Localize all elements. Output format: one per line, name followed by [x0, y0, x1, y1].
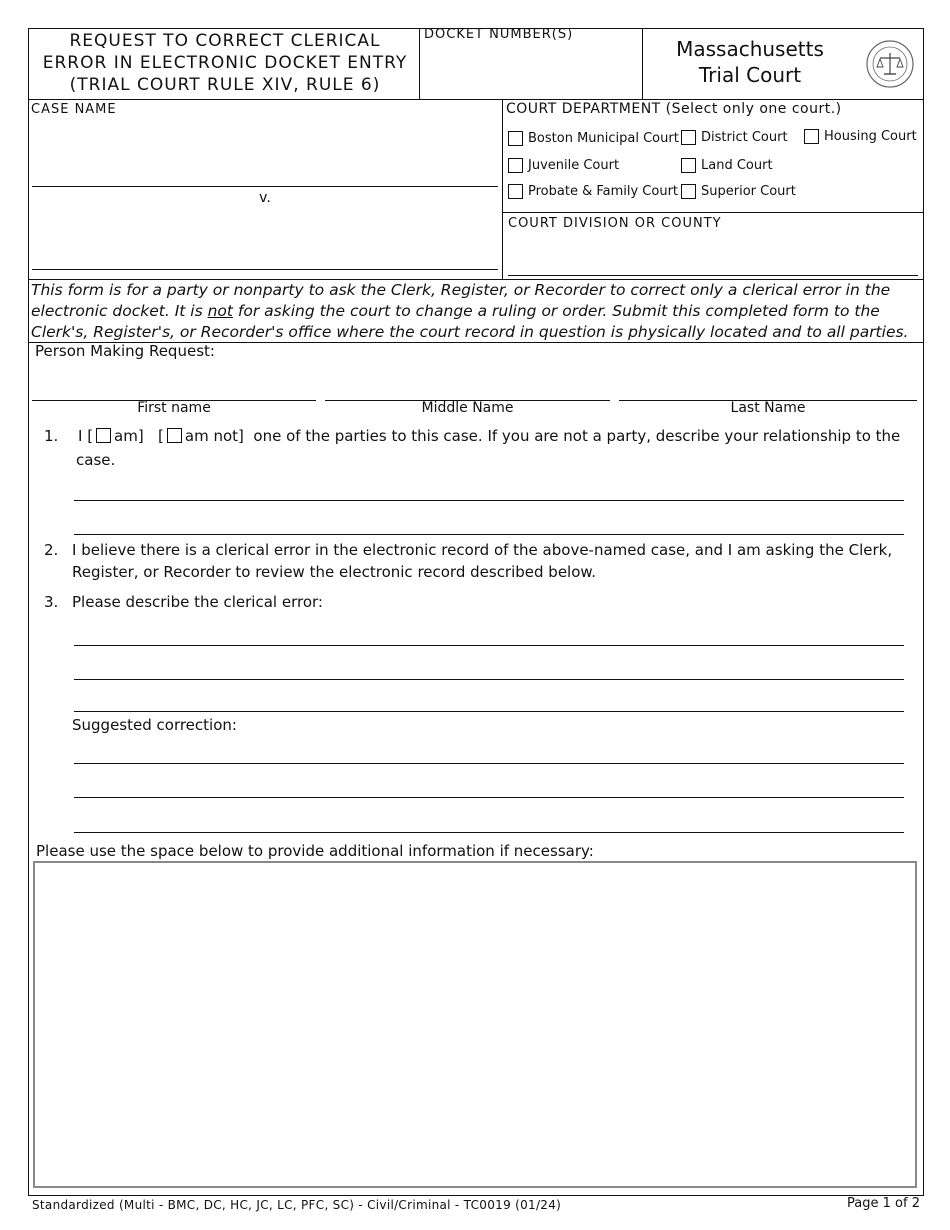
header-divider-2 — [642, 28, 643, 100]
relationship-rule-2 — [74, 534, 904, 535]
title-line-3: (TRIAL COURT RULE XIV, RULE 6) — [69, 75, 381, 95]
frame-right — [923, 28, 924, 1196]
option-superior-court[interactable] — [681, 184, 796, 199]
first-name-field[interactable] — [32, 368, 316, 398]
first-name-caption: First name — [137, 400, 211, 416]
last-name-field[interactable] — [619, 368, 917, 398]
error-rule-1 — [74, 645, 904, 646]
case-name-plaintiff-field[interactable] — [32, 120, 498, 184]
seal-icon — [866, 40, 914, 88]
case-name-defendant-field[interactable] — [32, 210, 498, 266]
error-rule-3 — [74, 711, 904, 712]
suggested-correction-label: Suggested correction: — [72, 716, 237, 734]
checkbox-am[interactable] — [96, 428, 111, 443]
department-division-rule — [502, 212, 924, 213]
item-1-number: 1. — [44, 427, 59, 445]
checkbox-land-court[interactable] — [681, 158, 696, 173]
checkbox-boston-municipal-court[interactable] — [508, 131, 523, 146]
item-1-text — [78, 425, 900, 447]
option-housing-court[interactable] — [804, 129, 917, 144]
checkbox-am-not[interactable] — [167, 428, 182, 443]
middle-name-field[interactable] — [325, 368, 610, 398]
title-line-1: REQUEST TO CORRECT CLERICAL — [69, 31, 381, 51]
item-1-am-not: am not] — [184, 427, 244, 445]
court-department-label: COURT DEPARTMENT (Select only one court.) — [506, 101, 842, 117]
intro-emphasis: not — [207, 302, 233, 320]
frame-bottom — [28, 1195, 924, 1196]
case-court-divider — [502, 99, 503, 279]
checkbox-probate-family-court[interactable] — [508, 184, 523, 199]
court-name — [645, 36, 855, 88]
intro-part-1: This form is for a party or nonparty to ask the Clerk, Register, or Recorder to correct only a clerical error in the electronic docket. It is — [31, 281, 891, 320]
form-title — [30, 30, 420, 96]
correction-rule-1 — [74, 763, 904, 764]
item-3-number: 3. — [44, 593, 59, 611]
option-boston-municipal-court[interactable] — [508, 131, 679, 146]
court-division-label: COURT DIVISION OR COUNTY — [508, 216, 722, 231]
docket-number-field[interactable] — [424, 46, 636, 96]
middle-name-caption: Middle Name — [421, 400, 514, 416]
person-making-request-label: Person Making Request: — [35, 342, 215, 360]
checkbox-district-court[interactable] — [681, 130, 696, 145]
option-juvenile-court[interactable] — [508, 158, 619, 173]
checkbox-juvenile-court[interactable] — [508, 158, 523, 173]
error-rule-2 — [74, 679, 904, 680]
item-2-line-2: Register, or Recorder to review the electronic record described below. — [72, 563, 597, 581]
correction-rule-2 — [74, 797, 904, 798]
court-division-field[interactable] — [508, 236, 916, 272]
checkbox-superior-court[interactable] — [681, 184, 696, 199]
item-2-number: 2. — [44, 541, 59, 559]
form-footer-code: Standardized (Multi - BMC, DC, HC, JC, LC, PFC, SC) - Civil/Criminal - TC0019 (01/24) — [32, 1198, 562, 1212]
option-label: Land Court — [701, 158, 773, 173]
versus-label: v. — [259, 190, 271, 206]
item-1-continuation: case. — [76, 451, 116, 469]
correction-rule-3 — [74, 832, 904, 833]
option-label: Housing Court — [824, 129, 917, 144]
division-field-rule — [508, 275, 918, 276]
last-name-caption: Last Name — [730, 400, 806, 416]
frame-left — [28, 28, 29, 1196]
intro-text — [31, 280, 921, 343]
item-1-i: I [ — [78, 427, 94, 445]
item-3-text: Please describe the clerical error: — [72, 593, 323, 611]
item-2-line-1: I believe there is a clerical error in the electronic record of the above-named case, and I am asking the Clerk, — [72, 541, 893, 559]
item-1-bracket: [ — [158, 427, 164, 445]
additional-info-label: Please use the space below to provide additional information if necessary: — [36, 842, 594, 860]
option-label: District Court — [701, 130, 788, 145]
relationship-rule-1 — [74, 500, 904, 501]
option-label: Boston Municipal Court — [528, 131, 679, 146]
header-divider-1 — [419, 28, 420, 100]
option-district-court[interactable] — [681, 130, 788, 145]
case-name-label: CASE NAME — [31, 102, 117, 117]
option-land-court[interactable] — [681, 158, 773, 173]
intro-part-2: for asking the court to change a ruling or order. Submit this completed form to the Clerk's, Register's, or Recorder's office where the court record in question is physically located and to all parties. — [31, 302, 909, 341]
header-bottom-rule — [28, 99, 924, 100]
option-label: Juvenile Court — [528, 158, 620, 173]
docket-number-label: DOCKET NUMBER(S) — [424, 27, 574, 42]
clerical-error-field[interactable] — [74, 616, 904, 712]
option-label: Superior Court — [701, 184, 796, 199]
option-label: Probate & Family Court — [528, 184, 679, 199]
suggested-correction-field[interactable] — [74, 738, 904, 834]
case-name-rule-2 — [32, 269, 498, 270]
page-number: Page 1 of 2 — [847, 1196, 920, 1211]
checkbox-housing-court[interactable] — [804, 129, 819, 144]
item-1-rest: one of the parties to this case. If you are not a party, describe your relationship to the — [253, 427, 901, 445]
title-line-2: ERROR IN ELECTRONIC DOCKET ENTRY — [42, 53, 408, 73]
court-name-line-2: Trial Court — [698, 63, 802, 87]
additional-info-field[interactable] — [33, 861, 917, 1188]
case-name-rule-1 — [32, 186, 498, 187]
relationship-field[interactable] — [74, 470, 904, 534]
item-1-am: am] — [114, 427, 144, 445]
option-probate-family-court[interactable] — [508, 184, 678, 199]
court-name-line-1: Massachusetts — [676, 37, 824, 61]
